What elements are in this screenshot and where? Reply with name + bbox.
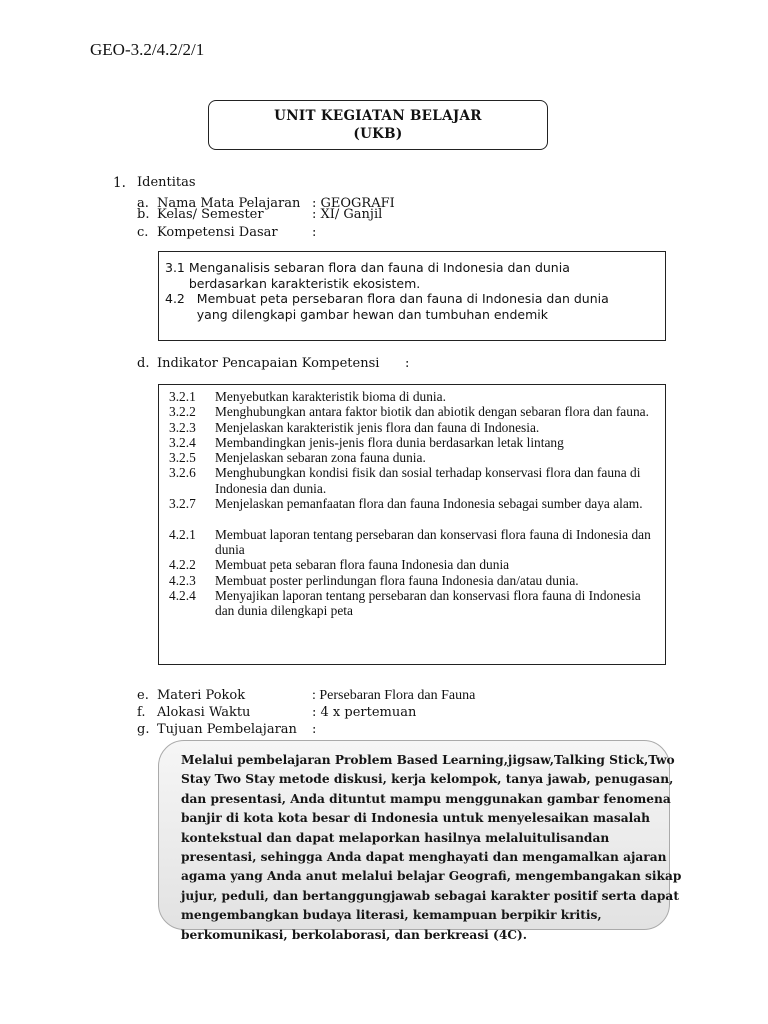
section-number: 1. [113, 175, 126, 191]
tujuan-line: agama yang Anda anut melalui belajar Geografi, mengembangakan sikap [181, 869, 682, 884]
row-key: Materi Pokok [157, 688, 246, 703]
indikator-number: 3.2.5 [169, 450, 196, 466]
indikator-item [169, 450, 665, 465]
indikator-number: 4.2.3 [169, 572, 196, 588]
row-key: Kelas/ Semester [157, 207, 264, 222]
row-value: : 4 x pertemuan [312, 705, 417, 720]
kd-line: yang dilengkapi gambar hewan dan tumbuhan endemik [165, 306, 548, 322]
row-value: : [405, 356, 410, 371]
indikator-box [158, 384, 666, 665]
indikator-item [169, 588, 665, 619]
indikator-text: Membandingkan jenis-jenis flora dunia berdasarkan letak lintang [215, 434, 564, 450]
row-label: e. [137, 688, 149, 703]
tujuan-line: mengembangkan budaya literasi, kemampuan berpikir kritis, [181, 908, 602, 923]
indikator-item [169, 404, 665, 419]
indikator-number: 4.2.4 [169, 587, 196, 603]
indikator-number: 3.2.3 [169, 419, 196, 435]
row-label: a. [137, 196, 149, 211]
indikator-text: Membuat poster perlindungan flora fauna Indonesia dan/atau dunia. [215, 572, 579, 588]
indikator-text: Menjelaskan karakteristik jenis flora dan fauna di Indonesia. [215, 419, 540, 435]
row-label: g. [137, 722, 150, 737]
indikator-item [169, 573, 665, 588]
row-key: Nama Mata Pelajaran [157, 196, 301, 211]
tujuan-line: banjir di kota kota besar di Indonesia untuk menyelesaikan masalah [181, 811, 651, 826]
indikator-number: 3.2.6 [169, 465, 196, 481]
row-value: : Persebaran Flora dan Fauna [312, 688, 476, 703]
indikator-number: 3.2.7 [169, 496, 196, 512]
kd-line: berdasarkan karakteristik ekosistem. [165, 275, 421, 291]
tujuan-line: berkomunikasi, berkolaborasi, dan berkreasi (4C). [181, 927, 528, 942]
indikator-text: Menjelaskan sebaran zona fauna dunia. [215, 450, 426, 466]
indikator-number: 3.2.4 [169, 434, 196, 450]
indikator-item [169, 496, 665, 511]
tujuan-line: kontekstual dan dapat melaporkan hasilnya melaluitulisandan [181, 830, 610, 845]
row-label: f. [137, 705, 146, 720]
indikator-item [169, 420, 665, 435]
indikator-item [169, 557, 665, 572]
row-value: : [312, 722, 317, 737]
indikator-item [169, 435, 665, 450]
indikator-text: Membuat peta sebaran flora fauna Indonesia dan dunia [215, 557, 510, 573]
kompetensi-dasar-box [158, 251, 666, 341]
tujuan-line: Stay Two Stay metode diskusi, kerja kelompok, tanya jawab, penugasan, [181, 772, 674, 787]
indikator-number: 3.2.2 [169, 404, 196, 420]
title-box [208, 100, 548, 150]
indikator-text: Menjelaskan pemanfaatan flora dan fauna Indonesia sebagai sumber daya alam. [215, 496, 643, 512]
indikator-number: 4.2.1 [169, 526, 196, 542]
kd-line: 3.1 Menganalisis sebaran flora dan fauna di Indonesia dan dunia [165, 260, 570, 275]
indikator-text: Membuat laporan tentang persebaran dan konservasi flora fauna di Indonesia dan dunia [215, 526, 651, 557]
indikator-item [169, 527, 665, 558]
indikator-text: Menyajikan laporan tentang persebaran dan konservasi flora fauna di Indonesia dan dunia dilengkapi peta [215, 587, 641, 619]
row-label: c. [137, 225, 149, 240]
tujuan-line: dan presentasi, Anda dituntut mampu menggunakan gambar fenomena [181, 791, 671, 806]
section-heading-identitas: Identitas [137, 175, 196, 190]
row-key: Kompetensi Dasar [157, 225, 278, 240]
kd-line: 4.2 Membuat peta persebaran flora dan fauna di Indonesia dan dunia [165, 291, 609, 306]
document-code: GEO-3.2/4.2/2/1 [90, 40, 205, 59]
title-line-2: (UKB) [353, 126, 403, 142]
indikator-item [169, 389, 665, 404]
row-value: : GEOGRAFI [312, 196, 395, 211]
indikator-text: Menghubungkan antara faktor biotik dan abiotik dengan sebaran flora dan fauna. [215, 404, 649, 420]
tujuan-box [158, 740, 682, 942]
row-value: : XI/ Ganjil [312, 207, 383, 222]
row-key: Alokasi Waktu [157, 705, 251, 720]
indikator-number: 4.2.2 [169, 557, 196, 573]
row-key: Tujuan Pembelajaran [157, 722, 297, 737]
row-label: d. [137, 356, 150, 371]
indikator-item [169, 465, 665, 496]
row-key: Indikator Pencapaian Kompetensi [157, 356, 380, 371]
tujuan-line: jujur, peduli, dan bertanggungjawab sebagai karakter positif serta dapat [181, 888, 679, 903]
indikator-number: 3.2.1 [169, 389, 196, 404]
tujuan-line: presentasi, sehingga Anda dapat menghayati dan mengamalkan ajaran [181, 850, 667, 865]
title-line-1: UNIT KEGIATAN BELAJAR [274, 108, 482, 124]
row-label: b. [137, 207, 150, 222]
row-value: : [312, 225, 317, 240]
indikator-text: Menyebutkan karakteristik bioma di dunia. [215, 389, 446, 404]
tujuan-line: Melalui pembelajaran Problem Based Learning,jigsaw,Talking Stick,Two [181, 753, 675, 767]
indikator-text: Menghubungkan kondisi fisik dan sosial terhadap konservasi flora dan fauna di Indonesia dan dunia. [215, 465, 641, 496]
